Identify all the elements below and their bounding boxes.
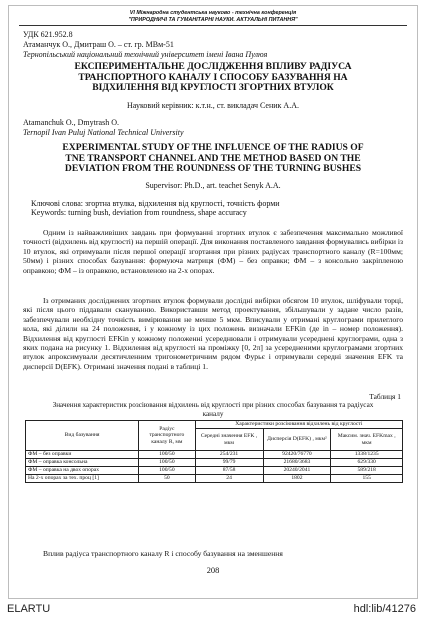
- header-divider: [19, 25, 407, 26]
- table-cell: 87/58: [195, 467, 263, 475]
- footer-left: ELARTU: [7, 603, 51, 615]
- col-header-mean: Середні значення EFK , мкм: [195, 429, 263, 451]
- title-en-line: TNE TRANSPORT CHANNEL AND THE METHOD BASED ON THE: [65, 152, 361, 164]
- table-header-row: [26, 421, 403, 429]
- title-ua-line: ЕКСПЕРИМЕНТАЛЬНЕ ДОСЛІДЖЕННЯ ВПЛИВУ РАДІУСА: [74, 61, 352, 72]
- table-cell: 92420/76770: [263, 451, 331, 459]
- affiliation-en: Ternopil Ivan Puluj National Technical University: [23, 128, 184, 137]
- col-header-method: Вид базування: [26, 421, 139, 451]
- table-cell: 100/50: [139, 467, 196, 475]
- table-cell: 1802: [263, 475, 331, 483]
- table-cell: 20240/2041: [263, 467, 331, 475]
- col-header-group: Характеристики розсіювання відхилень від круглості: [195, 421, 402, 429]
- table-label: Таблиця 1: [369, 392, 401, 401]
- title-en-line: DEVIATION FROM THE ROUNDNESS OF THE TURNING BUSHES: [64, 163, 362, 175]
- col-header-max: Максим. знач. EFKmax , мкм: [331, 429, 403, 451]
- udc-code: УДК 621.952.8: [23, 30, 73, 39]
- title-en: [27, 143, 399, 175]
- table-cell: 100/50: [139, 459, 196, 467]
- conference-header: [9, 10, 417, 23]
- paragraph-intro: Одним із найважливіших завдань при формуванні згортних втулок є забезпечення максимально можливої точності (відхилень від круглості) на першій операції. Для виконання поставленого завдання формувались вибірки із 10 втулок, які отримували після першої операції згортання при різних радіусах транспортного каналу (R=100мм; 50мм) і різних способах базування: формуюча матриця (ФМ) – без оправки; ФМ – з консольно закріпленою оправкою; ФМ – із оправкою, встановленою на 2-х опорах.: [23, 228, 403, 275]
- table-cell: 155: [331, 475, 403, 483]
- title-ua-line: ТРАНСПОРТНОГО КАНАЛУ І СПОСОБУ БАЗУВАННЯ НА: [78, 71, 348, 83]
- authors-en: Atamanchuk O., Dmytrash O.: [23, 118, 119, 127]
- table-cell: ФМ – оправка на двох опорах: [26, 467, 139, 475]
- keywords-en: Keywords: turning bush, deviation from roundness, shape accuracy: [31, 208, 247, 217]
- table-row: [26, 475, 403, 483]
- title-ua: [27, 62, 399, 94]
- table-cell: ФМ – оправка консольна: [26, 459, 139, 467]
- page-number: 208: [206, 566, 220, 575]
- title-ua-line: ВІДХИЛЕННЯ ВІД КРУГЛОСТІ ЗГОРТНИХ ВТУЛОК: [92, 82, 334, 94]
- table-cell: 24: [195, 475, 263, 483]
- table-cell: 21680/3683: [263, 459, 331, 467]
- footer-handle: hdl:lib/41276: [353, 603, 416, 615]
- table-cell: 1338/1235: [331, 451, 403, 459]
- table-cell: 254/231: [195, 451, 263, 459]
- table-row: [26, 459, 403, 467]
- table-row: [26, 451, 403, 459]
- results-table: [25, 420, 403, 483]
- table-cell: 100/50: [139, 451, 196, 459]
- table-cell: 99/79: [195, 459, 263, 467]
- paragraph-conclusion: Вплив радіуса транспортного каналу R і способу базування на зменшення: [43, 549, 283, 558]
- table-cell: 589/218: [331, 467, 403, 475]
- paper-page: [8, 5, 418, 599]
- table-row: [26, 467, 403, 475]
- supervisor-ua: Науковий керівник: к.т.н., ст. викладач Сеник А.А.: [127, 101, 299, 110]
- table-cell: На 2-х опорах за тех. проц [1]: [26, 475, 139, 483]
- authors-ua: Атаманчук О., Дмитраш О. – ст. гр. МВм-51: [23, 40, 174, 49]
- table-caption: Значення характеристик розсіювання відхилень від круглості при різних способах базування та радіусах каналу: [52, 401, 374, 418]
- supervisor-en: Supervisor: Ph.D., art. teachet Senyk A.A.: [145, 181, 281, 190]
- paragraph-method: Із отриманих досліджених згортних втулок формували дослідні вибірки обсягом 10 втулок, шліфували торці, які після цього піддавали скануванню. Використавши метод проектування, збільшували у задане число разів, забезпечували необхідну точність вимірювання не менше 5 мкм. Вписували у отримані круглограми прилеглого кола, які ділили на 24 положення, і у кожному із цих положень визначали EFKin (де in – номер положення). Відхилення від круглості EFKin у кожному положенні усереднювали і отримували усереднені круглограми, одна з яких подана на рисунку 1. Відхилення від круглості на проміжку [0, 2π] за усередненими круглограмами згортних втулок апроксимували десятичленним тригонометричним рядом Фурьє і отримували середні значення EFK та дисперсії D(EFK). Отримані значення подані в таблиці 1.: [23, 296, 403, 371]
- table-cell: ФМ – без оправки: [26, 451, 139, 459]
- conference-header-line1: VI Міжнародна студентська науково - технічна конференція: [129, 10, 297, 16]
- affiliation-ua: Тернопільський національний технічний університет імені Івана Пулюя: [23, 50, 268, 59]
- table-cell: 629/330: [331, 459, 403, 467]
- keywords-ua: Ключові слова: згортна втулка, відхилення від круглості, точність форми: [31, 199, 280, 208]
- col-header-dispersion: Дисперсія D(EFK) , мкм²: [263, 429, 331, 451]
- title-en-line: EXPERIMENTAL STUDY OF THE INFLUENCE OF THE RADIUS OF: [62, 142, 364, 153]
- col-header-radius: Радіус транспортного каналу R, мм: [139, 421, 196, 451]
- table-cell: 50: [139, 475, 196, 483]
- conference-header-line2: "ПРИРОДНИЧІ ТА ГУМАНІТАРНІ НАУКИ. АКТУАЛЬНІ ПИТАННЯ": [128, 16, 298, 23]
